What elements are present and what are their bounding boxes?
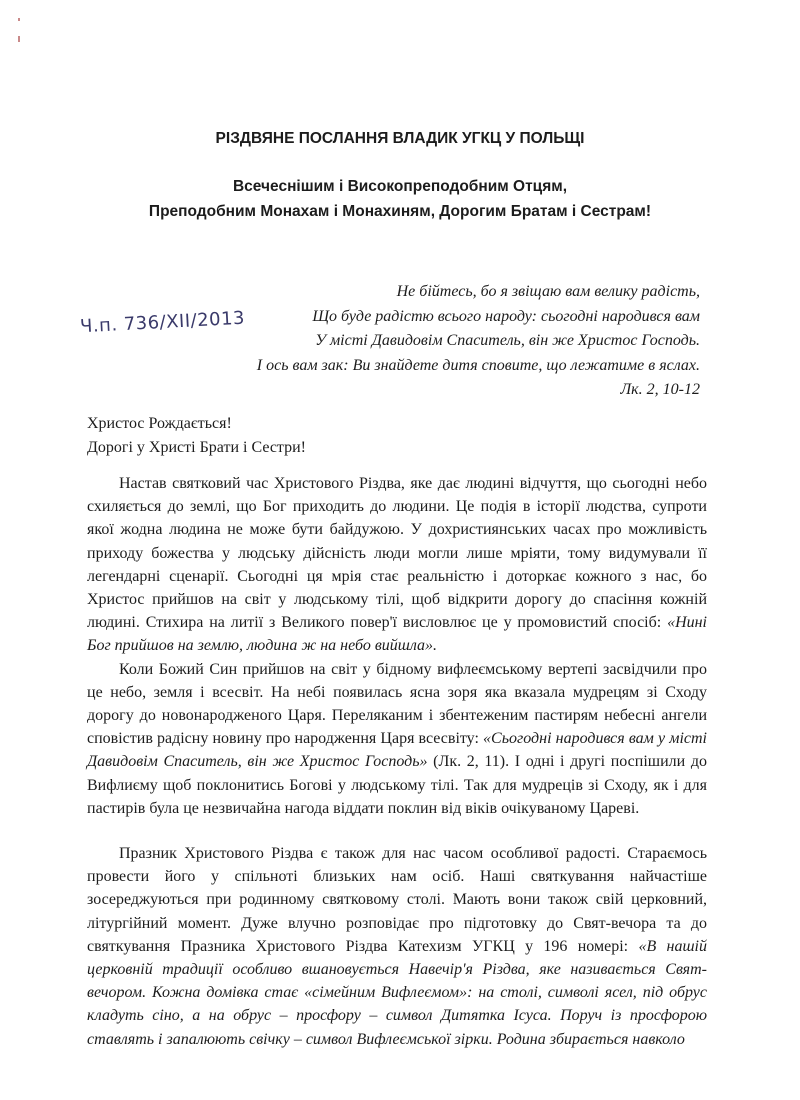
greeting: Христос Рождається! [87,415,232,432]
paragraph-quote: «Сьогодні народився вам у місті Давидовім Спаситель, він же Христос Господь» [87,730,707,771]
epigraph-line: Що буде радістю всього народу: сьогодні народився вам [312,307,700,325]
paragraph-quote: «В нашій церковній традиції особливо вшановується Навечір'я Різдва, яке називається Свят-вечором. Кожна домівка стає «сімейним Вифлеємом»: на столі, символі ясел, під обрус кладуть сіно, а на обрус – просфору – символ Дитятка Ісуса. Поруч із просфорою ставлять і запалюють свічку – символ Вифлеємської зірки. Родина збирається навколо [87,937,708,1048]
paragraph-text: Празник Христового Різдва є також для нас часом особливої радості. Стараємось провести його у спільноті близьких нам осіб. Наші святкування найчастіше зосереджуються при родинному святковому столі. Мають вони також свій церковний, літургійний момент. Дуже влучно розповідає про підготовку до Свят-вечора та до святкування Празника Христового Різдва Катехизм УГКЦ у 196 номері: [87,845,707,955]
paragraph-text: Настав святковий час Христового Різдва, яке дає людині відчуття, що сьогодні небо схиляється до землі, що Бог приходить до людини. Це подія в історії людства, супроти якої жодна людина не може бути байдужою. У дохристиянських часах про можливість приходу божества у людську дійсність люди могли лише мріяти, тому видумували її легендарні сценарії. Сьогодні ця мрія стає реальністю і доторкає кожного з нас, бо Христос прийшов на світ у людському тілі, щоб відкрити дорогу до спасіння кожній людині. Стихира на литії з Великого повер'ї висловлює це у промовистий спосіб: [87,475,707,632]
paragraph [87,472,707,658]
scan-edge-mark [18,18,20,21]
paragraph-quote: «Нині Бог прийшов на землю, людина ж на небо вийшла». [87,614,707,655]
paragraph [87,842,707,1051]
paragraph [87,658,707,820]
paragraph-gap [87,820,707,842]
epigraph-line: І ось вам зак: Ви знайдете дитя сповите, що лежатиме в яслах. [256,356,700,374]
document-title: РІЗДВЯНЕ ПОСЛАННЯ ВЛАДИК УГКЦ У ПОЛЬЩІ [215,130,585,147]
epigraph-line: У місті Давидовім Спаситель, він же Христос Господь. [315,332,700,349]
epigraph-reference: Лк. 2, 10-12 [620,381,700,398]
scan-edge-mark [18,36,20,42]
address-line: Преподобним Монахам і Монахиням, Дорогим Братам і Сестрам! [148,203,652,220]
address-line: Всечеснішим і Високопреподобним Отцям, [232,178,568,195]
paragraph-text: Коли Божий Син прийшов на світ у бідному вифлеємському вертепі засвідчили про це небо, земля і всесвіт. На небі появилась ясна зоря яка вказала мудрецям зі Сходу дорогу до новонародженого Царя. Переляканим і збентеженим пастирям небесні ангели сповістив радісну новину про народження Царя всесвіту: [87,660,707,748]
epigraph-line: Не бійтесь, бо я звіщаю вам велику радість, [396,283,700,300]
greeting: Дорогі у Христі Брати і Сестри! [87,439,306,456]
letter-body [87,472,707,1051]
paragraph-text: (Лк. 2, 11). І одні і другі поспішили до Вифлиєму щоб поклонитись Богові у людському тілі. Так для мудреців зі Сходу, як і для пастирів була це незвичайна нагода віддати поклин від віків очікуваному Цареві. [87,753,708,817]
epigraph [180,280,700,403]
registration-number: Ч.п. 736/ХІІ/2013 [79,307,246,338]
